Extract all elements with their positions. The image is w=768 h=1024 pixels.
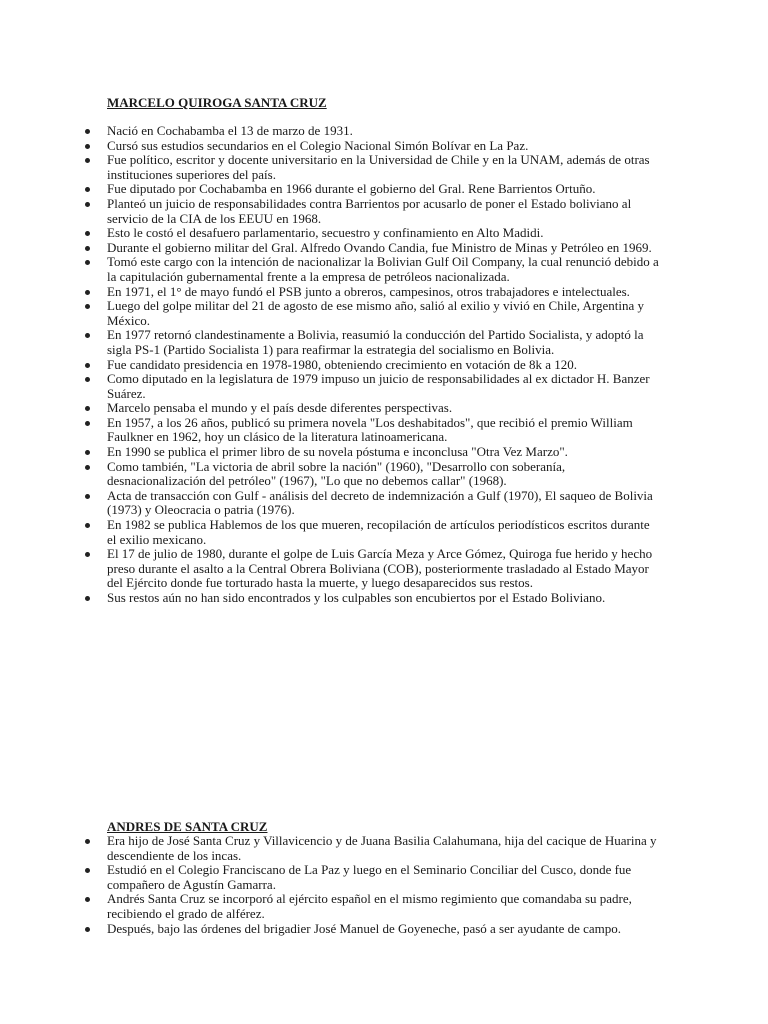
list-item-text: Andrés Santa Cruz se incorporó al ejército español en el mismo regimiento que comandaba su padre, recibiendo el grado de alférez. [107,891,632,921]
list-item [0,255,768,284]
list-item [0,182,768,197]
section-andres-de-santa-cruz [0,819,768,936]
bullet-icon [85,260,90,265]
section-title: MARCELO QUIROGA SANTA CRUZ [107,95,327,110]
list-item-text: Luego del golpe militar del 21 de agosto de ese mismo año, salió al exilio y vivió en Chile, Argentina y México. [107,298,644,328]
list-item [0,226,768,241]
list-item-text: Cursó sus estudios secundarios en el Colegio Nacional Simón Bolívar en La Paz. [107,137,529,153]
bullet-icon [85,377,90,382]
bullet-icon [85,406,90,411]
list-item [0,401,768,416]
section-marcelo-quiroga [0,95,768,606]
list-item [0,299,768,328]
list-item [0,863,768,892]
list-item-text: Planteó un juicio de responsabilidades contra Barrientos por acusarlo de poner el Estado boliviano al servicio de la CIA de los EEUU en 1968. [107,195,632,226]
bullet-list [0,834,768,936]
list-item [0,358,768,373]
list-item-text: Como diputado en la legislatura de 1979 impuso un juicio de responsabilidades al ex dictador H. Banzer Suárez. [107,371,650,401]
list-item [0,834,768,863]
list-item [0,124,768,139]
bullet-icon [85,304,90,309]
list-item-text: Fue diputado por Cochabamba en 1966 durante el gobierno del Gral. Rene Barrientos Ortuño. [107,181,596,197]
list-item [0,372,768,401]
bullet-icon [85,333,90,338]
list-item-text: Después, bajo las órdenes del brigadier José Manuel de Goyeneche, pasó a ser ayudante de campo. [107,920,622,936]
bullet-icon [85,290,90,295]
list-item-text: En 1977 retornó clandestinamente a Bolivia, reasumió la conducción del Partido Socialista, y adoptó la sigla PS-1 (Partido Socialista 1) para reafirmar la estrategia del socialismo en Bolivia. [107,327,644,357]
list-item-text: En 1957, a los 26 años, publicó su primera novela "Los deshabitados", que recibió el premio William Faulkner en 1962, hoy un clásico de la literatura latinoamericana. [107,414,633,445]
list-item [0,416,768,445]
list-item-text: Acta de transacción con Gulf - análisis del decreto de indemnización a Gulf (1970), El saqueo de Bolivia (1973) y Oleocracia o patria (1976). [107,487,653,518]
list-item-text: En 1971, el 1° de mayo fundó el PSB junto a obreros, campesinos, otros trabajadores e intelectuales. [107,283,630,299]
bullet-icon [85,465,90,470]
list-item-text: Durante el gobierno militar del Gral. Alfredo Ovando Candia, fue Ministro de Minas y Petróleo en 1969. [107,239,652,255]
bullet-icon [85,897,90,902]
list-item-text: Esto le costó el desafuero parlamentario, secuestro y confinamiento en Alto Madidi. [107,225,544,241]
bullet-icon [85,187,90,192]
list-item [0,518,768,547]
list-item [0,139,768,154]
bullet-icon [85,421,90,426]
bullet-icon [85,231,90,236]
list-item-text: Nació en Cochabamba el 13 de marzo de 1931. [107,123,353,138]
list-item [0,153,768,182]
bullet-icon [85,202,90,207]
bullet-list [0,124,768,606]
section-title: ANDRES DE SANTA CRUZ [107,819,268,834]
list-item-text: En 1982 se publica Hablemos de los que mueren, recopilación de artículos periodísticos escritos durante el exilio mexicano. [107,517,650,547]
bullet-icon [85,450,90,455]
list-item [0,241,768,256]
list-item [0,892,768,921]
bullet-icon [85,158,90,163]
list-item-text: Estudió en el Colegio Franciscano de La Paz y luego en el Seminario Conciliar del Cusco, donde fue compañero de Agustín Gamarra. [107,862,632,892]
bullet-icon [85,129,90,134]
list-item [0,445,768,460]
bullet-icon [85,596,90,601]
list-item-text: Fue político, escritor y docente universitario en la Universidad de Chile y en la UNAM, además de otras instituciones superiores del país. [107,152,650,182]
list-item [0,922,768,937]
list-item-text: Era hijo de José Santa Cruz y Villavicencio y de Juana Basilia Calahumana, hija del cacique de Huarina y descendiente de los incas. [107,833,657,863]
bullet-icon [85,144,90,149]
list-item-text: El 17 de julio de 1980, durante el golpe de Luis García Meza y Arce Gómez, Quiroga fue herido y hecho preso durante el asalto a la Central Obrera Boliviana (COB), posteriormente trasladado al Estado Mayor del Ejército donde fue torturado hasta la muerte, y luego desaparecidos sus restos. [107,546,653,591]
list-item-text: En 1990 se publica el primer libro de su novela póstuma e inconclusa "Otra Vez Marzo". [107,444,568,460]
list-item [0,197,768,226]
list-item [0,328,768,357]
list-item [0,489,768,518]
bullet-icon [85,246,90,251]
list-item [0,285,768,300]
list-item [0,591,768,606]
bullet-icon [85,868,90,873]
list-item-text: Tomó este cargo con la intención de nacionalizar la Bolivian Gulf Oil Company, la cual renunció debido a la capitulación gubernamental frente a la empresa de petróleos nacionalizada. [107,254,659,284]
bullet-icon [85,552,90,557]
list-item-text: Sus restos aún no han sido encontrados y los culpables son encubiertos por el Estado Boliviano. [107,590,606,605]
bullet-icon [85,523,90,528]
list-item [0,460,768,489]
list-item [0,547,768,591]
bullet-icon [85,494,90,499]
bullet-icon [85,839,90,844]
list-item-text: Marcelo pensaba el mundo y el país desde diferentes perspectivas. [107,400,453,416]
list-item-text: Fue candidato presidencia en 1978-1980, obteniendo crecimiento en votación de 8k a 120. [107,356,578,372]
bullet-icon [85,927,90,932]
bullet-icon [85,363,90,368]
list-item-text: Como también, "La victoria de abril sobre la nación" (1960), "Desarrollo con soberanía, desnacionalización del petróleo" (1967), "Lo que no debemos callar" (1968). [107,458,566,489]
